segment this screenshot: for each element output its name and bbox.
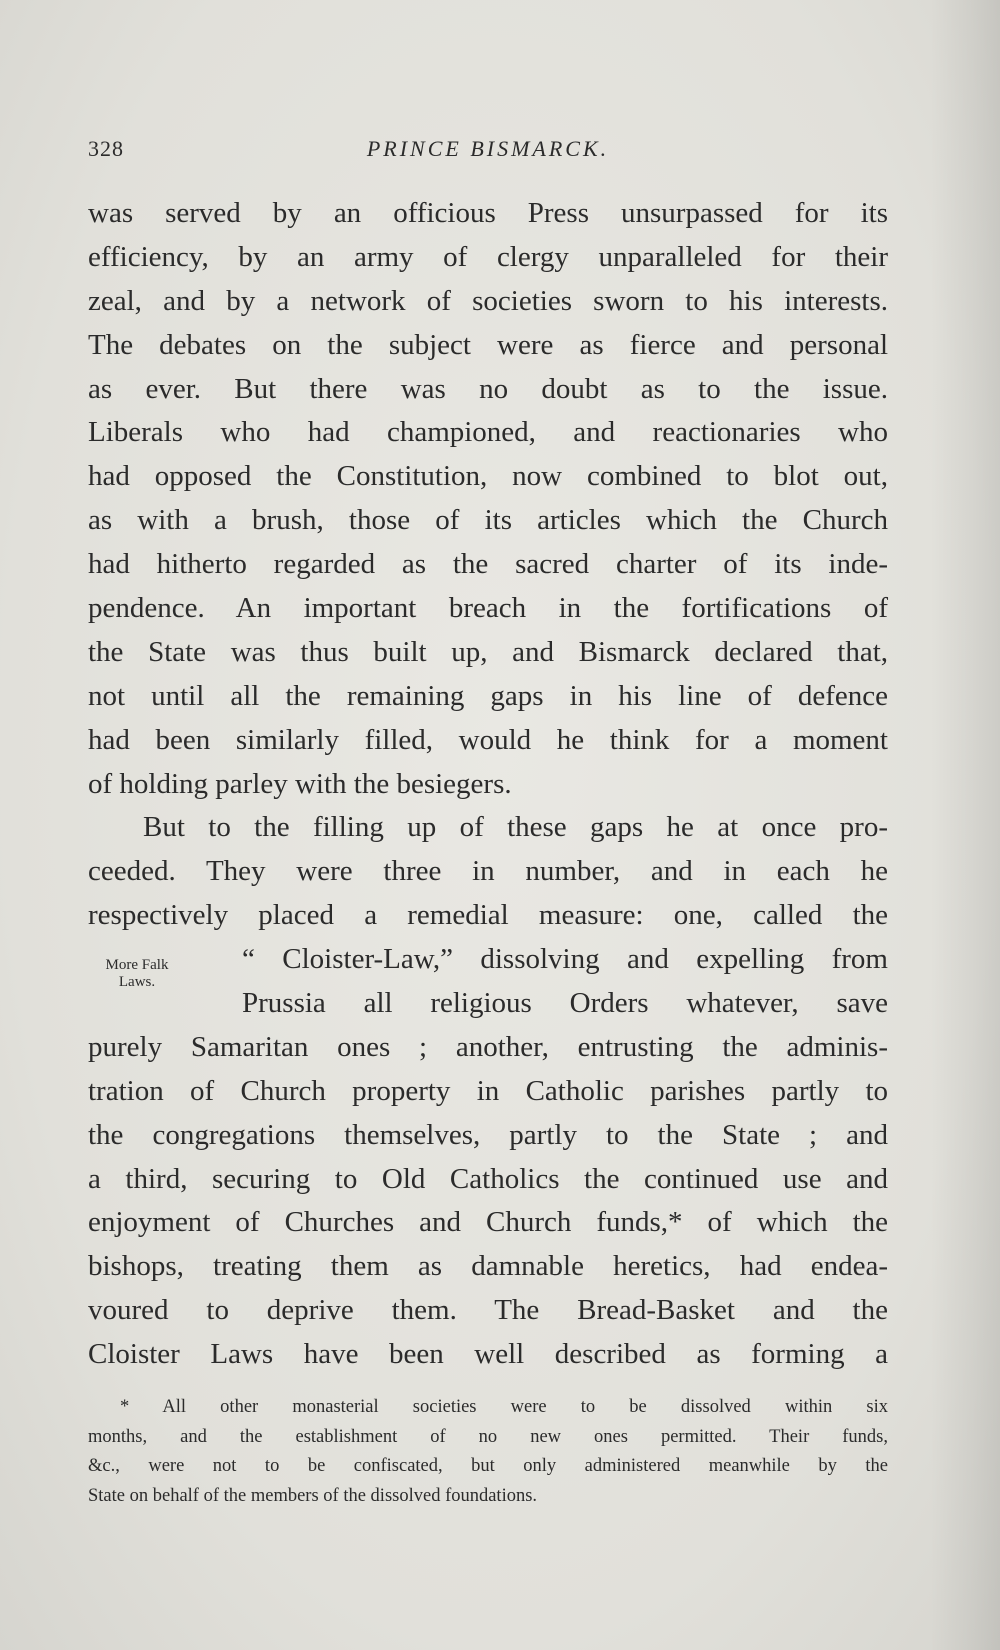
body-line: tration of Church property in Catholic parishes partly to <box>88 1074 888 1107</box>
body-line: not until all the remaining gaps in his line of defence <box>88 679 888 712</box>
body-line: the State was thus built up, and Bismarck declared that, <box>88 635 888 668</box>
body-line: a third, securing to Old Catholics the continued use and <box>88 1162 888 1195</box>
body-line: had opposed the Constitution, now combined to blot out, <box>88 460 888 493</box>
body-line: Prussia all religious Orders whatever, save <box>242 987 888 1020</box>
body-line: efficiency, by an army of clergy unparalleled for their <box>88 240 888 273</box>
margin-note <box>92 957 182 991</box>
body-line: the congregations themselves, partly to the State ; and <box>88 1118 888 1151</box>
running-title: PRINCE BISMARCK. <box>366 136 610 161</box>
body-line: purely Samaritan ones ; another, entrusting the adminis- <box>88 1030 888 1063</box>
body-line: enjoyment of Churches and Church funds,* of which the <box>88 1206 888 1239</box>
body-line: had been similarly filled, would he think for a moment <box>88 723 888 756</box>
body-line: The debates on the subject were as fierce and personal <box>88 328 888 361</box>
body-line: had hitherto regarded as the sacred charter of its inde- <box>88 548 888 581</box>
body-line: of holding parley with the besiegers. <box>88 767 512 800</box>
body-line: as ever. But there was no doubt as to the issue. <box>88 372 888 405</box>
footnote-line: months, and the establishment of no new ones permitted. Their funds, <box>88 1426 888 1447</box>
body-line: respectively placed a remedial measure: one, called the <box>88 899 888 932</box>
body-line: voured to deprive them. The Bread-Basket and the <box>88 1294 888 1327</box>
body-line: was served by an officious Press unsurpassed for its <box>88 197 888 229</box>
body-text <box>88 192 888 1377</box>
page-edge-shadow <box>930 0 1000 1650</box>
running-head <box>88 136 888 170</box>
body-line: But to the filling up of these gaps he at once pro- <box>143 811 888 844</box>
footnote-line: * All other monasterial societies were to be dissolved within six <box>120 1397 888 1417</box>
body-line: bishops, treating them as damnable heretics, had endea- <box>88 1250 888 1283</box>
margin-note-line: Laws. <box>118 974 156 990</box>
body-line: Liberals who had championed, and reactionaries who <box>88 416 888 449</box>
footnote-line: &c., were not to be confiscated, but only administered meanwhile by the <box>88 1456 888 1476</box>
margin-note-line: More Falk <box>105 957 169 973</box>
body-line: as with a brush, those of its articles which the Church <box>88 504 888 537</box>
body-line: zeal, and by a network of societies sworn to his interests. <box>88 284 888 317</box>
footnote-line: State on behalf of the members of the dissolved foundations. <box>88 1485 538 1506</box>
body-line: “ Cloister-Law,” dissolving and expelling from <box>242 943 888 976</box>
body-line: Cloister Laws have been well described as forming a <box>88 1338 888 1371</box>
body-line: ceeded. They were three in number, and in each he <box>88 855 888 888</box>
body-line: pendence. An important breach in the fortifications of <box>88 592 888 625</box>
footnote <box>88 1393 888 1511</box>
page-number: 328 <box>88 136 124 161</box>
